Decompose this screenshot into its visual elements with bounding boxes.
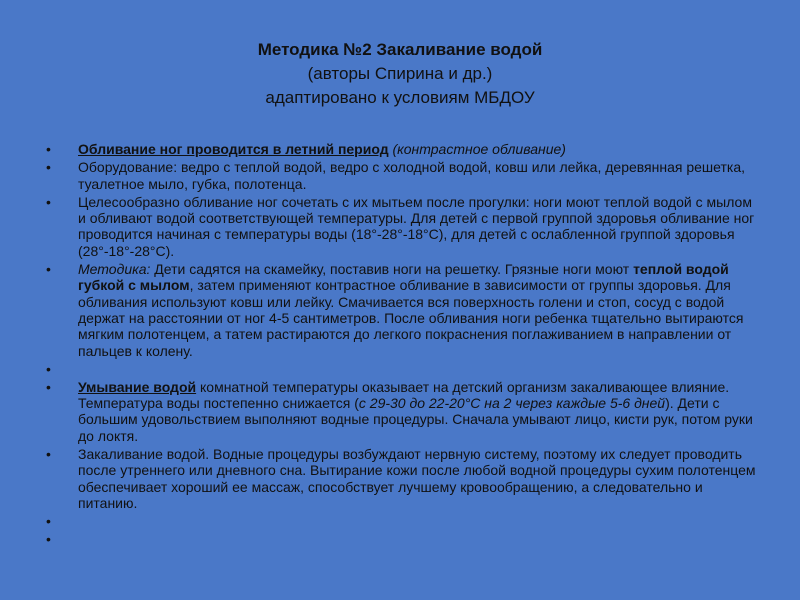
bullet-glyph: •	[46, 446, 51, 463]
bullet-face-washing	[44, 379, 756, 444]
bullet-feet-dousing	[44, 141, 756, 157]
water-hardening-text: Закаливание водой. Водные процедуры возбуждают нервную систему, поэтому их следует проводить после утреннего или дневного сна. Вытирание кожи после любой водной процедуры сухим полотенцем обеспечивает хороший ее массаж, способствует лучшему кровообращению, а следовательно и питанию.	[78, 446, 756, 511]
face-washing-heading: Умывание водой	[78, 378, 197, 395]
bullet-empty-2	[44, 513, 756, 529]
face-washing-text-2: ). Дети с большим удовольствием выполняют водные процедуры. Сначала умывают лицо, кисти рук, потом руки до локтя.	[78, 395, 753, 444]
method-text-2: , затем применяют контрастное обливание в зависимости от группы здоровья. Для обливания используют ковш или лейку. Смачивается вся поверхность голени и стоп, сосуд с водой держат на расстоянии от ног 4-5 сантиметров. После обливания ноги ребенка тщательно вытираются мягким полотенцем, а татем растираются до легкого покраснения поглаживанием в направлении от пальцев к колену.	[78, 277, 744, 359]
expedient-text: Целесообразно обливание ног сочетать с их мытьем после прогулки: ноги моют теплой водой с мылом и обливают водой соответствующей температуры. Для детей с первой группой здоровья обливание ног проводится начиная с температуры воды (18°-28°-18°C), для детей с ослабленной группой здоровья (28°-18°-28°C).	[78, 193, 755, 259]
bullet-expedient	[44, 194, 756, 259]
feet-dousing-note: (контрастное обливание)	[388, 141, 566, 157]
bullet-glyph: •	[46, 360, 51, 377]
title-line-2: (авторы Спирина и др.)	[307, 64, 493, 83]
face-washing-italic: с 29-30 до 22-20°С на 2 через каждые 5-6 дней	[358, 395, 666, 412]
face-washing-text-1: комнатной температуры оказывает на детский организм закаливающее влияние. Температура воды постепенно снижается (	[78, 378, 730, 412]
equipment-text: Оборудование: ведро с теплой водой, ведро с холодной водой, ковш или лейка, деревянная решетка, туалетное мыло, губка, полотенца.	[78, 159, 746, 192]
slide-title	[0, 38, 800, 110]
bullet-empty-3	[44, 531, 756, 547]
bullet-equipment	[44, 159, 756, 192]
title-line-3: адаптировано к условиям МБДОУ	[265, 88, 535, 107]
bullet-method	[44, 261, 756, 359]
bullet-glyph: •	[46, 261, 51, 278]
bullet-glyph: •	[46, 193, 51, 210]
bullet-glyph: •	[46, 378, 51, 395]
method-text-1: Дети садятся на скамейку, поставив ноги на решетку. Грязные ноги моют	[150, 261, 634, 278]
bullet-water-hardening	[44, 446, 756, 511]
method-bold: теплой водой губкой с мылом	[78, 261, 729, 294]
title-line-1: Методика №2 Закаливание водой	[257, 40, 543, 59]
feet-dousing-heading: Обливание ног проводится в летний период	[78, 141, 389, 157]
bullet-glyph: •	[46, 141, 51, 157]
method-label: Методика:	[78, 261, 151, 278]
bullet-empty-1	[44, 361, 756, 377]
bullet-glyph: •	[46, 513, 51, 530]
bullet-list	[44, 141, 756, 549]
bullet-glyph: •	[46, 531, 51, 548]
bullet-glyph: •	[46, 159, 51, 176]
